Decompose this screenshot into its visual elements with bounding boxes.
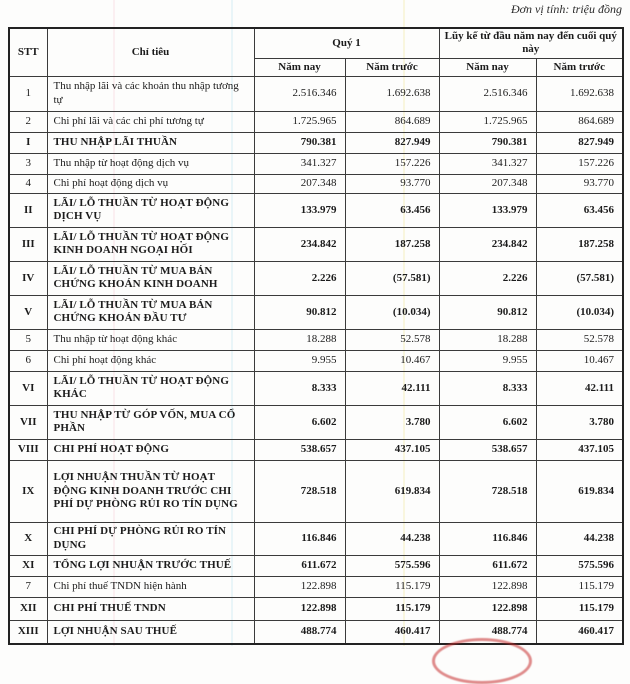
- row-number: 5: [9, 329, 47, 350]
- row-value: 207.348: [439, 174, 536, 193]
- row-value: 3.780: [536, 405, 623, 439]
- row-value: 864.689: [536, 111, 623, 132]
- row-value: 187.258: [345, 227, 439, 261]
- row-value: 122.898: [254, 576, 345, 597]
- row-label: Chi phí hoạt động khác: [47, 350, 254, 371]
- row-value: 575.596: [345, 555, 439, 576]
- row-number: XIII: [9, 620, 47, 644]
- table-row: [9, 405, 623, 439]
- table-row: [9, 576, 623, 597]
- row-value: 157.226: [536, 153, 623, 174]
- header-nam-truoc: Năm trước: [345, 58, 439, 76]
- row-value: 115.179: [345, 576, 439, 597]
- row-value: 2.516.346: [254, 76, 345, 111]
- table-row: [9, 350, 623, 371]
- row-value: 122.898: [439, 597, 536, 620]
- row-value: 827.949: [345, 132, 439, 153]
- row-value: 728.518: [439, 460, 536, 522]
- row-value: 9.955: [439, 350, 536, 371]
- row-value: 1.725.965: [254, 111, 345, 132]
- row-label: THU NHẬP LÃI THUẦN: [47, 132, 254, 153]
- row-value: 1.692.638: [345, 76, 439, 111]
- row-value: 90.812: [254, 295, 345, 329]
- row-value: 207.348: [254, 174, 345, 193]
- row-number: XI: [9, 555, 47, 576]
- row-value: 6.602: [439, 405, 536, 439]
- header-nam-nay: Năm nay: [254, 58, 345, 76]
- row-number: II: [9, 193, 47, 227]
- table-row: [9, 295, 623, 329]
- row-label: CHI PHÍ DỰ PHÒNG RỦI RO TÍN DỤNG: [47, 522, 254, 555]
- row-value: 234.842: [439, 227, 536, 261]
- table-row: [9, 153, 623, 174]
- row-value: 611.672: [439, 555, 536, 576]
- row-value: 42.111: [536, 371, 623, 405]
- row-label: LÃI/ LỖ THUẦN TỪ MUA BÁN CHỨNG KHOÁN KINH DOANH: [47, 261, 254, 295]
- row-value: 460.417: [536, 620, 623, 644]
- row-number: I: [9, 132, 47, 153]
- row-value: 133.979: [439, 193, 536, 227]
- row-number: VIII: [9, 439, 47, 460]
- row-value: 18.288: [254, 329, 345, 350]
- row-label: CHI PHÍ HOẠT ĐỘNG: [47, 439, 254, 460]
- row-value: 8.333: [254, 371, 345, 405]
- row-value: 90.812: [439, 295, 536, 329]
- row-label: Chi phí hoạt động dịch vụ: [47, 174, 254, 193]
- row-number: V: [9, 295, 47, 329]
- row-label: LỢI NHUẬN THUẦN TỪ HOẠT ĐỘNG KINH DOANH TRƯỚC CHI PHÍ DỰ PHÒNG RỦI RO TÍN DỤNG: [47, 460, 254, 522]
- row-label: CHI PHÍ THUẾ TNDN: [47, 597, 254, 620]
- row-value: 10.467: [345, 350, 439, 371]
- header-quy-1: Quý 1: [254, 28, 439, 58]
- row-value: 52.578: [536, 329, 623, 350]
- row-value: 864.689: [345, 111, 439, 132]
- row-value: 9.955: [254, 350, 345, 371]
- row-value: 133.979: [254, 193, 345, 227]
- row-value: 63.456: [345, 193, 439, 227]
- row-value: 341.327: [439, 153, 536, 174]
- row-label: TỔNG LỢI NHUẬN TRƯỚC THUẾ: [47, 555, 254, 576]
- row-value: 115.179: [345, 597, 439, 620]
- row-value: 3.780: [345, 405, 439, 439]
- row-value: 93.770: [345, 174, 439, 193]
- table-row: [9, 174, 623, 193]
- row-number: 1: [9, 76, 47, 111]
- row-value: 437.105: [536, 439, 623, 460]
- table-row: [9, 193, 623, 227]
- row-number: 7: [9, 576, 47, 597]
- row-value: 619.834: [345, 460, 439, 522]
- row-value: 728.518: [254, 460, 345, 522]
- header-stt: STT: [9, 28, 47, 76]
- row-number: 4: [9, 174, 47, 193]
- income-statement-table: [8, 27, 624, 645]
- row-value: 619.834: [536, 460, 623, 522]
- row-value: (57.581): [536, 261, 623, 295]
- row-value: 437.105: [345, 439, 439, 460]
- row-value: 52.578: [345, 329, 439, 350]
- row-value: 63.456: [536, 193, 623, 227]
- row-value: 10.467: [536, 350, 623, 371]
- header-nam-truoc: Năm trước: [536, 58, 623, 76]
- row-value: 122.898: [254, 597, 345, 620]
- row-label: LÃI/ LỖ THUẦN TỪ HOẠT ĐỘNG KHÁC: [47, 371, 254, 405]
- row-value: 234.842: [254, 227, 345, 261]
- row-number: III: [9, 227, 47, 261]
- row-label: LÃI/ LỖ THUẦN TỪ HOẠT ĐỘNG KINH DOANH NGOẠI HỐI: [47, 227, 254, 261]
- table-row: [9, 111, 623, 132]
- row-value: (57.581): [345, 261, 439, 295]
- table-row: [9, 261, 623, 295]
- row-value: 93.770: [536, 174, 623, 193]
- table-row: [9, 460, 623, 522]
- row-number: 3: [9, 153, 47, 174]
- row-value: 538.657: [439, 439, 536, 460]
- row-value: 157.226: [345, 153, 439, 174]
- header-chi-tieu: Chỉ tiêu: [47, 28, 254, 76]
- row-value: 44.238: [345, 522, 439, 555]
- row-value: 6.602: [254, 405, 345, 439]
- row-value: 790.381: [439, 132, 536, 153]
- table-body: [9, 76, 623, 644]
- row-value: 116.846: [439, 522, 536, 555]
- row-number: VII: [9, 405, 47, 439]
- row-label: THU NHẬP TỪ GÓP VỐN, MUA CỔ PHẦN: [47, 405, 254, 439]
- row-value: 1.725.965: [439, 111, 536, 132]
- row-number: X: [9, 522, 47, 555]
- row-number: IV: [9, 261, 47, 295]
- header-luy-ke: Lũy kế từ đầu năm nay đến cuối quý này: [439, 28, 623, 58]
- row-label: Chi phí lãi và các chi phí tương tự: [47, 111, 254, 132]
- table-row: [9, 620, 623, 644]
- row-number: VI: [9, 371, 47, 405]
- table-row: [9, 597, 623, 620]
- row-value: 790.381: [254, 132, 345, 153]
- row-value: 341.327: [254, 153, 345, 174]
- row-value: (10.034): [536, 295, 623, 329]
- row-value: 827.949: [536, 132, 623, 153]
- row-value: 115.179: [536, 597, 623, 620]
- row-value: 116.846: [254, 522, 345, 555]
- table-row: [9, 132, 623, 153]
- table-row: [9, 439, 623, 460]
- row-value: 611.672: [254, 555, 345, 576]
- row-value: 2.226: [254, 261, 345, 295]
- row-value: 44.238: [536, 522, 623, 555]
- row-value: 460.417: [345, 620, 439, 644]
- row-value: 575.596: [536, 555, 623, 576]
- row-number: 2: [9, 111, 47, 132]
- row-value: 122.898: [439, 576, 536, 597]
- row-value: 42.111: [345, 371, 439, 405]
- row-value: (10.034): [345, 295, 439, 329]
- row-value: 538.657: [254, 439, 345, 460]
- row-number: IX: [9, 460, 47, 522]
- row-value: 1.692.638: [536, 76, 623, 111]
- row-value: 2.516.346: [439, 76, 536, 111]
- row-value: 488.774: [254, 620, 345, 644]
- row-label: LÃI/ LỖ THUẦN TỪ HOẠT ĐỘNG DỊCH VỤ: [47, 193, 254, 227]
- row-value: 187.258: [536, 227, 623, 261]
- row-value: 488.774: [439, 620, 536, 644]
- row-label: Chi phí thuế TNDN hiện hành: [47, 576, 254, 597]
- header-nam-nay: Năm nay: [439, 58, 536, 76]
- row-value: 18.288: [439, 329, 536, 350]
- table-row: [9, 371, 623, 405]
- unit-label: Đơn vị tính: triệu đồng: [510, 2, 622, 16]
- table-row: [9, 329, 623, 350]
- table-row: [9, 522, 623, 555]
- row-value: 2.226: [439, 261, 536, 295]
- row-label: LỢI NHUẬN SAU THUẾ: [47, 620, 254, 644]
- row-value: 8.333: [439, 371, 536, 405]
- row-label: Thu nhập từ hoạt động dịch vụ: [47, 153, 254, 174]
- row-value: 115.179: [536, 576, 623, 597]
- row-number: XII: [9, 597, 47, 620]
- table-row: [9, 227, 623, 261]
- table-row: [9, 76, 623, 111]
- row-number: 6: [9, 350, 47, 371]
- row-label: Thu nhập từ hoạt động khác: [47, 329, 254, 350]
- row-label: Thu nhập lãi và các khoản thu nhập tương tự: [47, 76, 254, 111]
- table-row: [9, 555, 623, 576]
- row-label: LÃI/ LỖ THUẦN TỪ MUA BÁN CHỨNG KHOÁN ĐẦU TƯ: [47, 295, 254, 329]
